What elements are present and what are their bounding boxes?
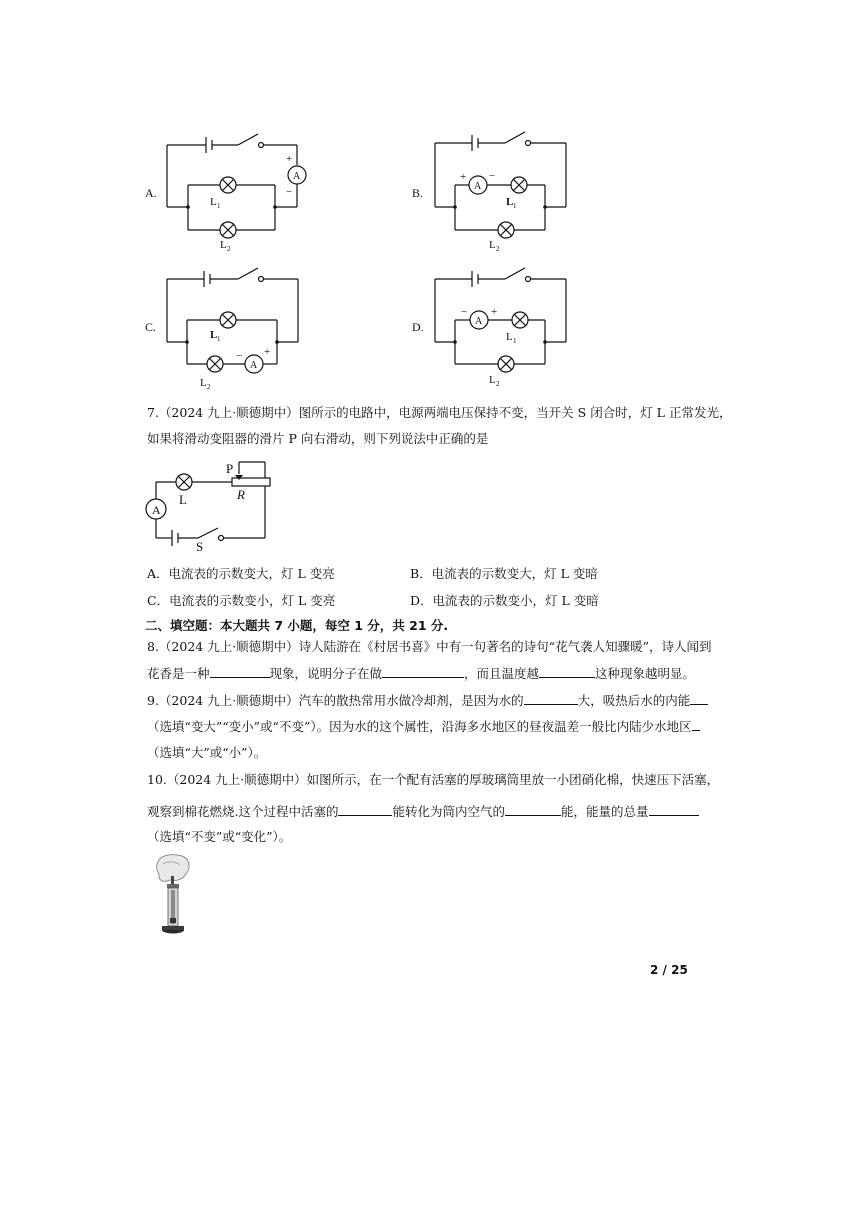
question-10-line-2	[147, 802, 699, 821]
resistor-label: R	[237, 487, 245, 502]
question-7-line-2: 如果将滑动变阻器的滑片 P 向右滑动，则下列说法中正确的是	[147, 431, 489, 446]
question-9-text: 大，吸热后水的内能	[577, 693, 691, 708]
question-7-option-c[interactable]: C．电流表的示数变小，灯 L 变亮	[147, 593, 336, 608]
question-9-text: （选填“变大”“变小”或“不变”）。因为水的这个属性，沿海多水地区的昼夜温差一般比内陆少水地区	[147, 719, 692, 734]
plus-sign: +	[286, 153, 293, 165]
answer-blank[interactable]	[210, 664, 270, 678]
switch-label: S	[196, 539, 204, 554]
question-8-text: 现象，说明分子在做	[269, 666, 383, 681]
answer-blank[interactable]	[382, 664, 464, 678]
slider-label: P	[226, 461, 234, 476]
option-label: D.	[412, 320, 424, 334]
answer-blank[interactable]	[649, 802, 699, 816]
lamp-l2-subscript: 2	[227, 245, 231, 253]
question-7-option-a[interactable]: A．电流表的示数变大，灯 L 变亮	[147, 566, 335, 581]
question-9-line-1	[147, 691, 708, 710]
option-label: A.	[145, 186, 157, 200]
question-8-line-1: 8.（2024 九上·顺德期中）诗人陆游在《村居书喜》中有一句著名的诗句“花气袭人知骤暖”，诗人闻到	[147, 639, 712, 654]
lamp-l1-label: L	[210, 329, 218, 341]
question-8-text: 这种现象越明显。	[595, 666, 696, 681]
question-9-line-3: （选填“大”或“小”）。	[147, 745, 267, 760]
answer-blank[interactable]	[690, 691, 708, 705]
circuit-c-figure	[140, 262, 315, 392]
minus-sign: −	[461, 306, 468, 318]
ammeter-label: A	[474, 181, 482, 192]
plus-sign: +	[460, 171, 467, 183]
circuit-d-figure	[408, 262, 583, 392]
lamp-l2-subscript: 2	[496, 380, 500, 388]
minus-sign: −	[286, 186, 293, 198]
question-9-text: 9.（2024 九上·顺德期中）汽车的散热常用水做冷却剂，是因为水的	[147, 693, 524, 708]
lamp-l1-subscript: 1	[513, 202, 517, 210]
question-7-circuit-figure	[140, 458, 275, 554]
plus-sign: +	[264, 346, 271, 358]
ammeter-label: A	[293, 171, 301, 182]
ammeter-label: A	[152, 503, 161, 517]
lamp-l2-subscript: 2	[207, 383, 211, 391]
lamp-l1-label: L	[506, 331, 513, 343]
answer-blank[interactable]	[539, 664, 595, 678]
answer-blank[interactable]	[524, 691, 578, 705]
question-7-option-d[interactable]: D．电流表的示数变小，灯 L 变暗	[410, 593, 599, 608]
lamp-l1-subscript: 1	[217, 335, 221, 343]
answer-blank[interactable]	[505, 802, 561, 816]
lamp-l1-label: L	[506, 196, 514, 208]
circuit-a-figure	[140, 125, 315, 260]
option-label: C.	[145, 320, 157, 334]
question-7-option-b[interactable]: B．电流表的示数变大，灯 L 变暗	[410, 566, 598, 581]
question-8-line-2	[147, 664, 695, 683]
question-9-line-2	[147, 717, 700, 736]
lamp-l1-subscript: 1	[217, 202, 221, 210]
answer-blank[interactable]	[692, 717, 700, 731]
section-2-heading: 二、填空题：本大题共 7 小题，每空 1 分，共 21 分.	[145, 618, 449, 633]
question-10-line-3: （选填“不变”或“变化”）。	[147, 829, 292, 844]
question-8-text: ，而且温度越	[464, 666, 540, 681]
lamp-l2-subscript: 2	[496, 245, 500, 253]
question-10-line-1: 10.（2024 九上·顺德期中）如图所示，在一个配有活塞的厚玻璃筒里放一小团硝化棉，快速压下活塞，	[147, 772, 720, 787]
question-10-text: 能，能量的总量	[561, 804, 649, 819]
question-10-text: 能转化为筒内空气的	[392, 804, 505, 819]
question-10-text: 观察到棉花燃烧.这个过程中活塞的	[147, 804, 339, 819]
lamp-l1-subscript: 1	[513, 337, 517, 345]
ammeter-label: A	[250, 360, 258, 371]
page-number: 2 / 25	[650, 963, 688, 977]
option-label: B.	[412, 186, 424, 200]
minus-sign: −	[489, 170, 496, 182]
circuit-b-figure	[408, 125, 583, 260]
compression-cylinder-image	[150, 852, 195, 937]
lamp-l2-label: L	[200, 377, 207, 389]
answer-blank[interactable]	[338, 802, 392, 816]
plus-sign: +	[491, 306, 498, 318]
lamp-l2-label: L	[489, 374, 496, 386]
lamp-label: L	[179, 492, 187, 507]
question-8-text: 花香是一种	[147, 666, 210, 681]
lamp-l1-label: L	[210, 196, 217, 208]
question-7-line-1: 7.（2024 九上·顺德期中）图所示的电路中，电源两端电压保持不变，当开关 S 闭合时，灯 L 正常发光，	[147, 405, 732, 420]
minus-sign: −	[236, 350, 243, 362]
lamp-l2-label: L	[489, 239, 496, 251]
ammeter-label: A	[475, 316, 483, 327]
lamp-l2-label: L	[220, 239, 227, 251]
